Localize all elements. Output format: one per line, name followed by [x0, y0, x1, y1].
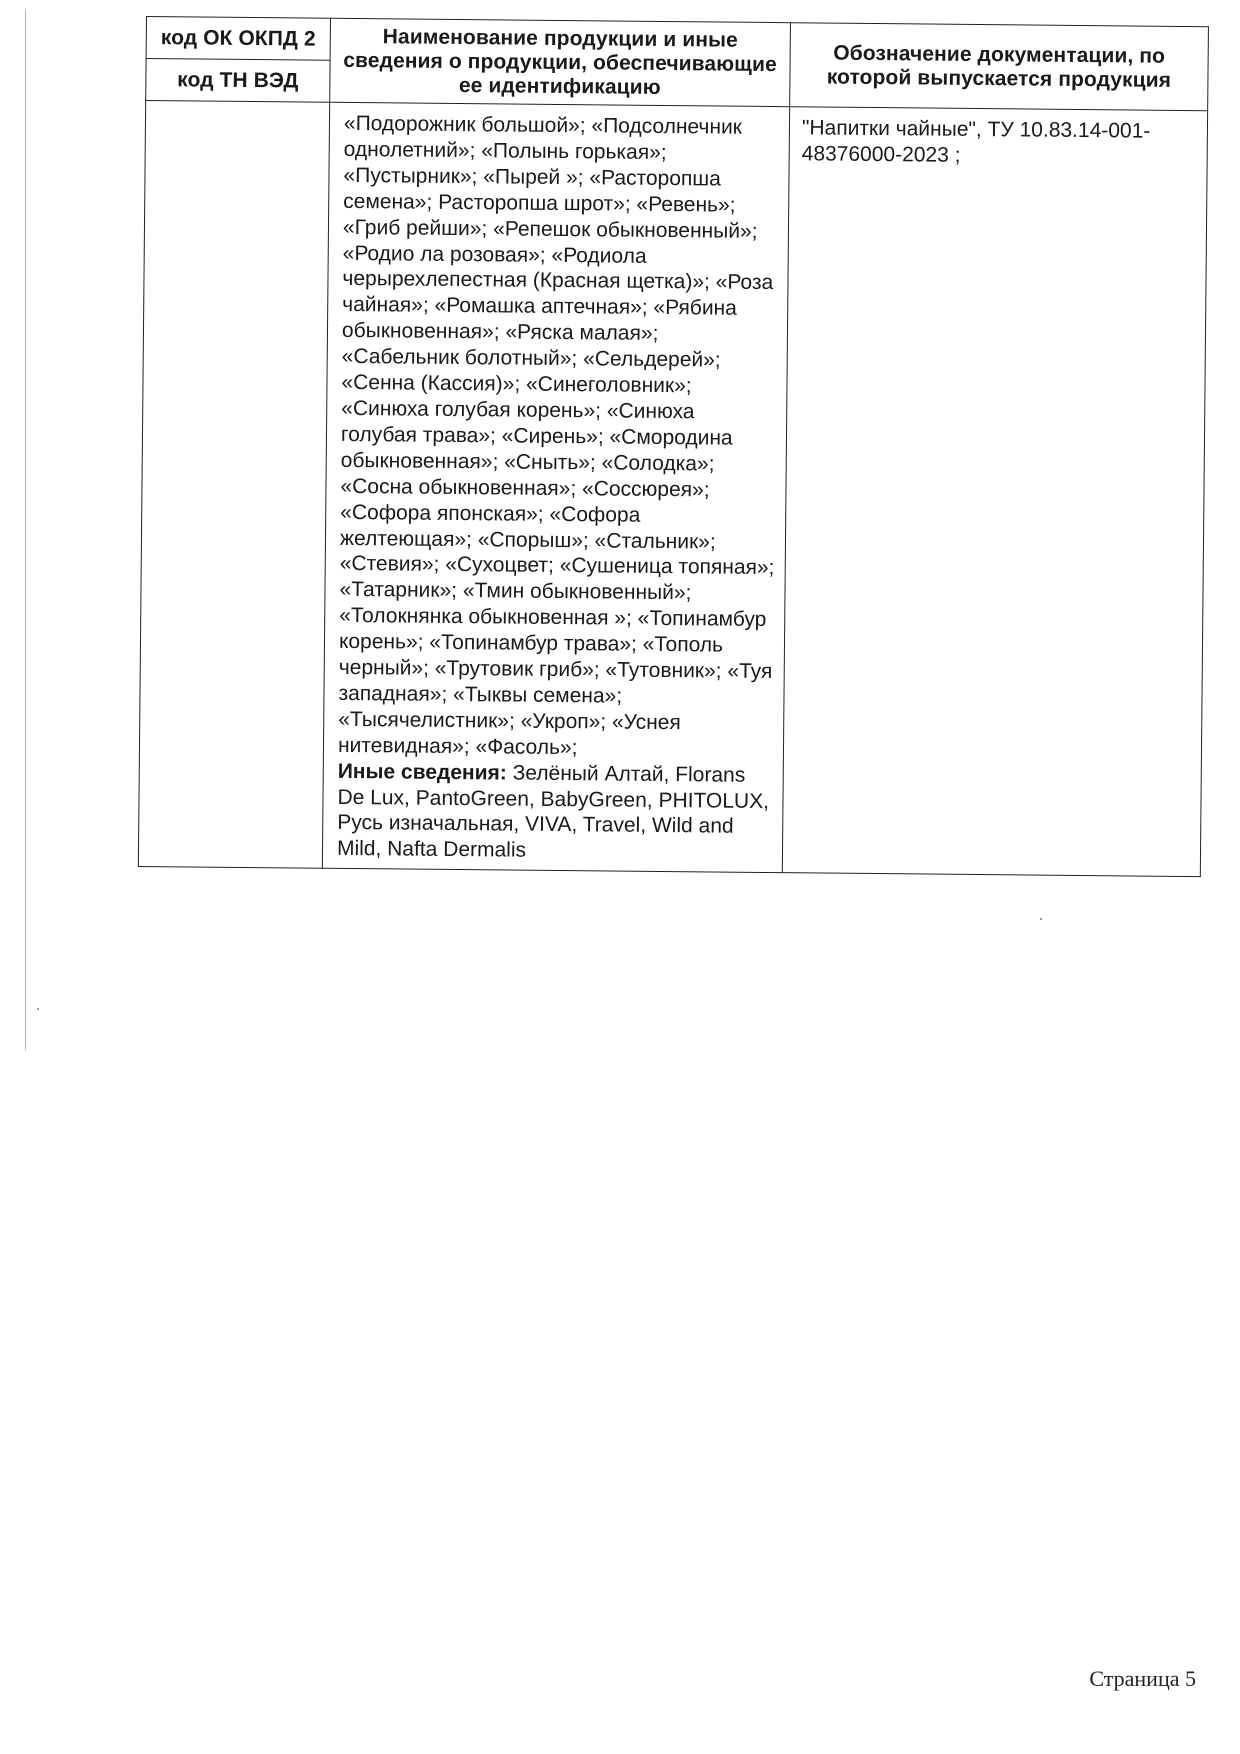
product-list: «Подорожник большой»; «Подсолнечник однолетний»; «Полынь горькая»; «Пустырник»; «Пырей »; «Расторопша семена»; Расторопша шрот»; «Ревень»; «Гриб рейши»; «Репешок обыкновенный»; «Родио ла розовая»; «Родиола черырехлепестная (Красная щетка)»; «Роза чайная»; «Ромашка аптечная»; «Рябина обыкновенная»; «Ряска малая»; «Сабельник болотный»; «Сельдерей»; «Сенна (Кассия)»; «Синеголовник»; «Синюха голубая корень»; «Синюха голубая трава»; «Сирень»; «Смородина обыкновенная»; «Сныть»; «Солодка»; «Сосна обыкновенная»; «Соссюрея»; «Софора японская»; «Софора желтеющая»; «Спорыш»; «Стальник»; «Стевия»; «Сухоцвет; «Сушеница топяная»; «Татарник»; «Тмин обыкновенный»; «Толокнянка обыкновенная »; «Топинамбур корень»; «Топинамбур трава»; «Тополь черный»; «Трутовик гриб»; «Тутовник»; «Туя западная»; «Тыквы семена»; «Тысячелистник»; «Укроп»; «Уснея нитевидная»; «Фасоль»; [337, 111, 775, 759]
code-cell [138, 101, 329, 869]
documentation-cell: "Напитки чайные", ТУ 10.83.14-001-48376000-2023 ; [782, 107, 1207, 877]
other-info [337, 759, 773, 867]
product-cell [322, 102, 789, 873]
header-product-name: Наименование продукции и иные сведения о продукции, обеспечивающие ее идентификацию [330, 18, 791, 106]
other-info-label: Иные сведения: [337, 759, 507, 785]
scan-edge-line [25, 10, 26, 1050]
product-table [138, 16, 1209, 877]
table-row [138, 101, 1207, 877]
scan-speck [1040, 918, 1042, 920]
header-okpd-code: код ОК ОКПД 2 [146, 17, 330, 61]
scan-speck [37, 1008, 39, 1010]
other-info-value: Зелёный Алтай, Florans De Lux, PantoGreen, BabyGreen, PHITOLUX, Русь изначальная, VIVA, Travel, Wild and Mild, Nafta Dermalis [336, 761, 770, 863]
header-tnved-code: код ТН ВЭД [146, 59, 330, 103]
page-number: Страница 5 [1089, 1666, 1196, 1691]
header-documentation: Обозначение документации, по которой выпускается продукция [790, 23, 1209, 111]
